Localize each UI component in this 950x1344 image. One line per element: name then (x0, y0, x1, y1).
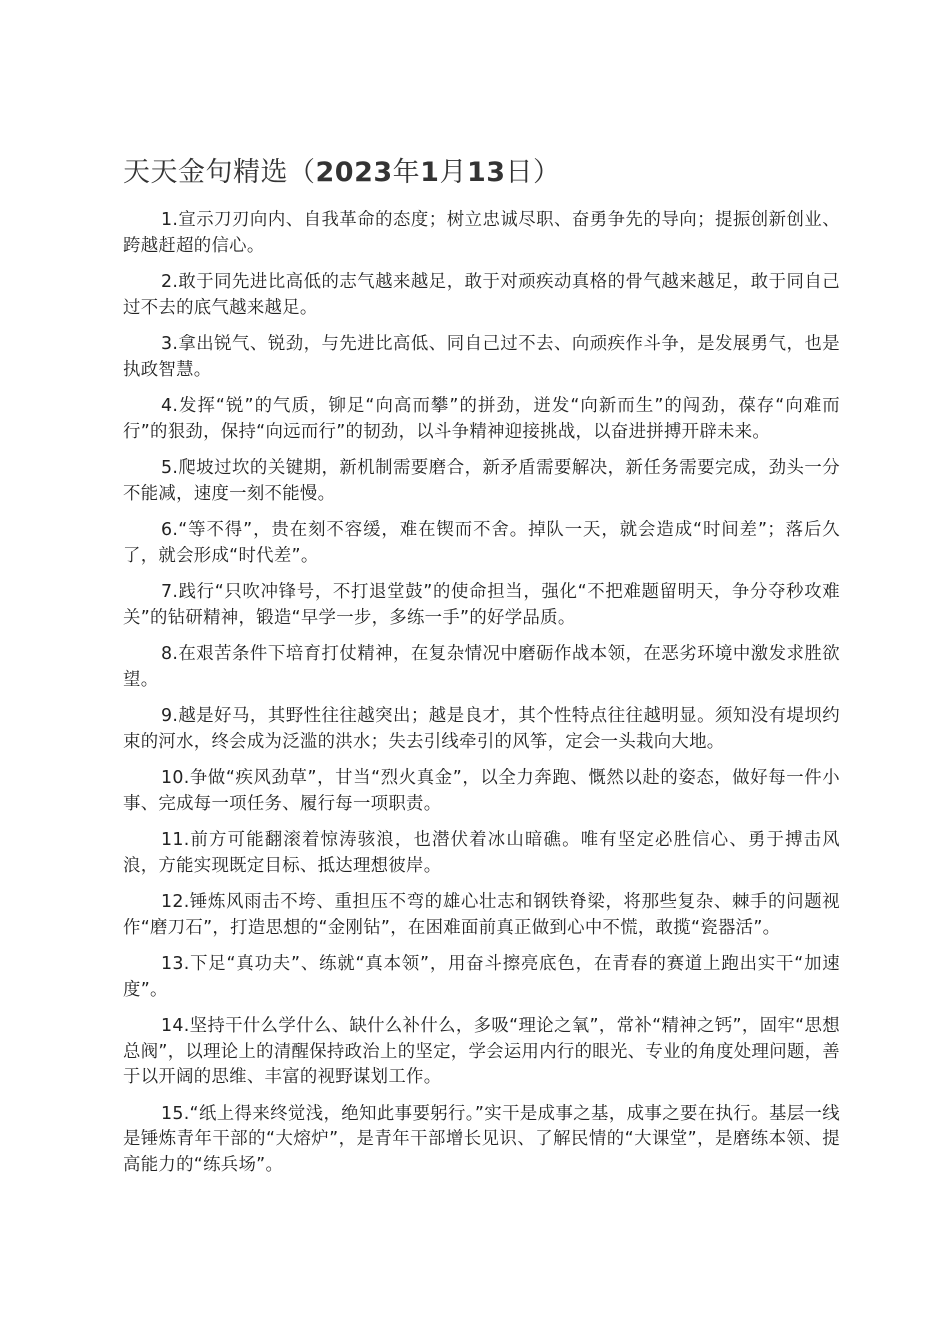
quote-item: 8.在艰苦条件下培育打仗精神，在复杂情况中磨砺作战本领，在恶劣环境中激发求胜欲望。 (123, 644, 840, 690)
title-prefix: 天天金句精选（ (123, 157, 316, 188)
quote-item: 2.敢于同先进比高低的志气越来越足，敢于对顽疾动真格的骨气越来越足，敢于同自己过不去的底气越来越足。 (123, 272, 840, 318)
quote-item: 10.争做“疾风劲草”，甘当“烈火真金”，以全力奔跑、慨然以赴的姿态，做好每一件小事、完成每一项任务、履行每一项职责。 (123, 768, 840, 814)
quote-item: 12.锤炼风雨击不垮、重担压不弯的雄心壮志和钢铁脊梁，将那些复杂、棘手的问题视作“磨刀石”，打造思想的“金刚钻”，在困难面前真正做到心中不慌，敢揽“瓷器活”。 (123, 892, 840, 938)
quote-item: 3.拿出锐气、锐劲，与先进比高低、同自己过不去、向顽疾作斗争，是发展勇气，也是执政智慧。 (123, 334, 840, 380)
quote-item: 15.“纸上得来终觉浅，绝知此事要躬行。”实干是成事之基，成事之要在执行。基层一线是锤炼青年干部的“大熔炉”，是青年干部增长见识、了解民情的“大课堂”，是磨练本领、提高能力的“练兵场”。 (123, 1103, 840, 1175)
quote-item: 7.践行“只吹冲锋号，不打退堂鼓”的使命担当，强化“不把难题留明天，争分夺秒攻难关”的钻研精神，锻造“早学一步，多练一手”的好学品质。 (123, 582, 840, 628)
quote-item: 13.下足“真功夫”、练就“真本领”，用奋斗擦亮底色，在青春的赛道上跑出实干“加速度”。 (123, 954, 840, 1000)
title-month: 1 (420, 157, 440, 188)
quote-item: 6.“等不得”，贵在刻不容缓，难在锲而不舍。掉队一天，就会造成“时间差”；落后久了，就会形成“时代差”。 (123, 520, 840, 566)
quote-list (123, 208, 840, 1189)
title-suffix: 日） (505, 157, 561, 188)
quote-item: 5.爬坡过坎的关键期，新机制需要磨合，新矛盾需要解决，新任务需要完成，劲头一分不能减，速度一刻不能慢。 (123, 458, 840, 504)
quote-item: 4.发挥“锐”的气质，铆足“向高而攀”的拼劲，迸发“向新而生”的闯劲，葆存“向难而行”的狠劲，保持“向远而行”的韧劲，以斗争精神迎接挑战，以奋进拼搏开辟未来。 (123, 396, 840, 442)
quote-item: 11.前方可能翻滚着惊涛骇浪，也潜伏着冰山暗礁。唯有坚定必胜信心、勇于搏击风浪，方能实现既定目标、抵达理想彼岸。 (123, 830, 840, 876)
title-day: 13 (466, 157, 506, 188)
quote-item: 9.越是好马，其野性往往越突出；越是良才，其个性特点往往越明显。须知没有堤坝约束的河水，终会成为泛滥的洪水；失去引线牵引的风筝，定会一头栽向大地。 (123, 706, 840, 752)
document-title (123, 153, 843, 193)
quote-item: 14.坚持干什么学什么、缺什么补什么，多吸“理论之氧”，常补“精神之钙”，固牢“思想总阀”，以理论上的清醒保持政治上的坚定，学会运用内行的眼光、专业的角度处理问题，善于以开阔的思维、丰富的视野谋划工作。 (123, 1016, 840, 1087)
title-month-unit: 月 (439, 157, 467, 188)
title-year-unit: 年 (392, 157, 421, 188)
quote-item: 1.宣示刀刃向内、自我革命的态度；树立忠诚尽职、奋勇争先的导向；提振创新创业、跨越赶超的信心。 (123, 210, 840, 256)
title-year: 2023 (315, 157, 393, 188)
